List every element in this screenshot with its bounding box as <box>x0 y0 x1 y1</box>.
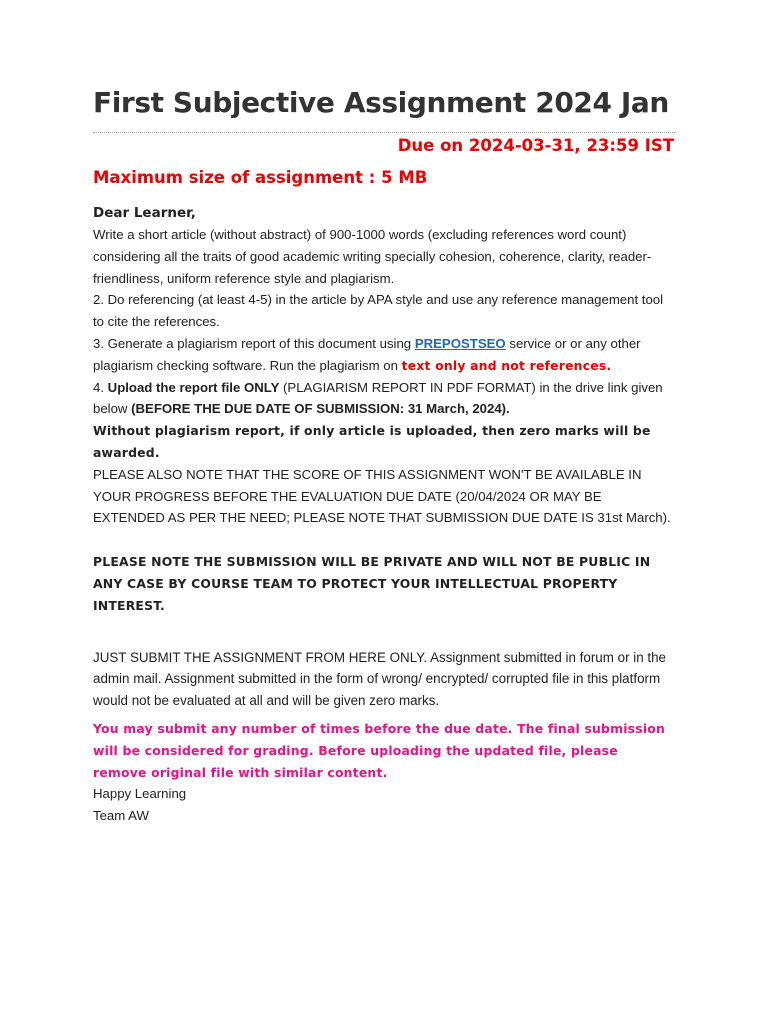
instruction-4-text: (PLAGIARISM REPORT IN PDF FORMAT) in the drive link given below <box>93 379 663 417</box>
instruction-4-deadline: (BEFORE THE DUE DATE OF SUBMISSION: 31 March, 2024). <box>131 401 510 417</box>
spacer <box>93 617 673 647</box>
instruction-2: 2. Do referencing (at least 4-5) in the article by APA style and use any reference management tool to cite the references. <box>93 292 664 330</box>
instruction-3 <box>93 333 673 377</box>
instruction-3-emphasis: text only and not references. <box>401 357 612 373</box>
resubmission-note: You may submit any number of times before the due date. The final submission will be considered for grading. Before uploading the updated file, please remove original file with similar content. <box>93 720 666 780</box>
score-availability-note: PLEASE ALSO NOTE THAT THE SCORE OF THIS ASSIGNMENT WON'T BE AVAILABLE IN YOUR PROGRESS BEFORE THE EVALUATION DUE DATE (20/04/2024 OR MAY BE EXTENDED AS PER THE NEED; PLEASE NOTE THAT SUBMISSION DUE DATE IS 31st March). <box>93 466 671 526</box>
instruction-4 <box>93 377 673 421</box>
submission-location-note <box>93 647 673 712</box>
instruction-3-text-a: 3. Generate a plagiarism report of this document using <box>93 335 415 351</box>
submission-location-caps: JUST SUBMIT THE ASSIGNMENT FROM HERE ONLY. <box>93 649 428 665</box>
instructions-body <box>93 202 673 827</box>
spacer <box>93 529 673 551</box>
signoff-team: Team AW <box>93 808 149 824</box>
page-title: First Subjective Assignment 2024 Jan <box>93 86 669 119</box>
title-divider <box>93 132 675 133</box>
signoff-happy-learning: Happy Learning <box>93 786 187 802</box>
instruction-1: Write a short article (without abstract) of 900-1000 words (excluding references word count) considering all the traits of good academic writing specially cohesion, coherence, clarity, reader-friendliness, uniform reference style and plagiarism. <box>93 227 652 286</box>
instruction-3-text-b: service or or any other plagiarism checking software. Run the plagiarism on <box>93 335 641 373</box>
instruction-4-bold: Upload the report file ONLY <box>107 379 280 395</box>
zero-marks-warning: Without plagiarism report, if only article is uploaded, then zero marks will be awarded. <box>93 423 651 460</box>
due-date: Due on 2024-03-31, 23:59 IST <box>397 136 674 155</box>
greeting: Dear Learner, <box>93 205 196 221</box>
max-size-notice: Maximum size of assignment : 5 MB <box>93 168 428 187</box>
privacy-note: PLEASE NOTE THE SUBMISSION WILL BE PRIVATE AND WILL NOT BE PUBLIC IN ANY CASE BY COURSE TEAM TO PROTECT YOUR INTELLECTUAL PROPERTY INTEREST. <box>93 554 651 613</box>
instruction-4-number: 4. <box>93 379 108 395</box>
submission-location-text: Assignment submitted in forum or in the admin mail. Assignment submitted in the form of wrong/ encrypted/ corrupted file in this platform would not be evaluated at all and will be given zero marks. <box>93 649 667 709</box>
prepostseo-link[interactable]: PREPOSTSEO <box>414 335 506 351</box>
